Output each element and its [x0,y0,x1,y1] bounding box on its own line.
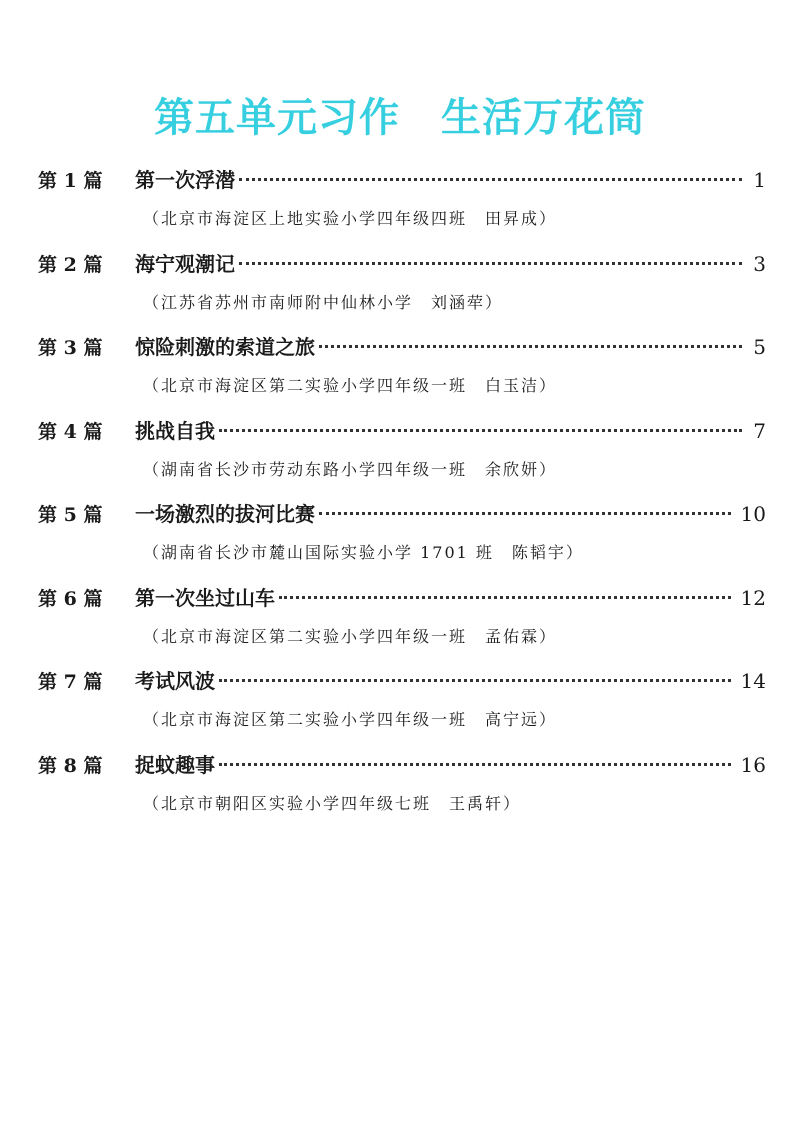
dot-leader [319,345,742,348]
entry-number: 第 2 篇 [38,253,103,276]
toc-entry-6[interactable] [38,578,766,662]
toc-entry-line[interactable] [38,494,766,534]
dot-leader [279,596,731,599]
entry-title[interactable]: 一场激烈的拔河比赛 [135,502,315,526]
dot-leader [219,763,731,766]
toc-entry-line[interactable] [38,411,766,451]
toc-entry-1[interactable] [38,160,766,244]
entry-page-number: 7 [753,418,766,443]
entry-number: 第 4 篇 [38,420,103,443]
dot-leader [319,512,731,515]
entry-number: 第 7 篇 [38,671,103,693]
toc-entry-8[interactable] [38,745,766,829]
entry-page-number: 10 [740,502,766,526]
toc-entry-line[interactable] [38,745,766,785]
entry-author: （江苏省苏州市南师附中仙林小学 刘涵荦） [143,292,504,312]
entry-author: （湖南省长沙市麓山国际实验小学 1701 班 陈韬宇） [143,543,584,562]
dot-leader [239,178,742,181]
entry-page-number: 1 [753,168,766,192]
entry-title[interactable]: 第一次坐过山车 [135,585,275,610]
entry-author: （北京市海淀区上地实验小学四年级四班 田昇成） [143,209,558,228]
entry-title[interactable]: 海宁观潮记 [135,251,235,276]
toc-entry-7[interactable] [38,661,766,745]
toc-entry-3[interactable] [38,327,766,411]
dot-leader [219,429,742,432]
entry-title[interactable]: 挑战自我 [135,418,215,443]
entry-number: 第 5 篇 [38,504,103,526]
dot-leader [239,262,742,265]
entry-number: 第 1 篇 [38,170,103,192]
toc-entry-line[interactable] [38,661,766,701]
entry-author: （湖南省长沙市劳动东路小学四年级一班 余欣妍） [143,459,558,479]
table-of-contents [38,160,766,828]
page-title: 第五单元习作 生活万花筒 [154,95,646,141]
entry-title[interactable]: 考试风波 [135,669,215,693]
toc-entry-line[interactable] [38,327,766,367]
entry-author: （北京市朝阳区实验小学四年级七班 王禹轩） [143,793,522,813]
entry-title[interactable]: 捉蚊趣事 [135,752,215,777]
entry-author: （北京市海淀区第二实验小学四年级一班 白玉洁） [143,376,558,395]
toc-entry-2[interactable] [38,244,766,328]
entry-page-number: 14 [740,669,766,693]
entry-page-number: 5 [753,335,766,359]
entry-number: 第 3 篇 [38,337,103,359]
entry-title[interactable]: 第一次浮潜 [135,168,235,192]
toc-entry-5[interactable] [38,494,766,578]
entry-page-number: 12 [740,585,766,610]
entry-title[interactable]: 惊险刺激的索道之旅 [135,335,315,359]
toc-entry-line[interactable] [38,578,766,618]
entry-author: （北京市海淀区第二实验小学四年级一班 高宁远） [143,710,558,729]
entry-number: 第 8 篇 [38,754,103,777]
entry-page-number: 3 [753,251,766,276]
dot-leader [219,679,731,682]
toc-entry-line[interactable] [38,160,766,200]
toc-entry-4[interactable] [38,411,766,495]
toc-entry-line[interactable] [38,244,766,284]
entry-page-number: 16 [740,752,766,777]
entry-author: （北京市海淀区第二实验小学四年级一班 孟佑霖） [143,626,558,646]
entry-number: 第 6 篇 [38,587,103,610]
